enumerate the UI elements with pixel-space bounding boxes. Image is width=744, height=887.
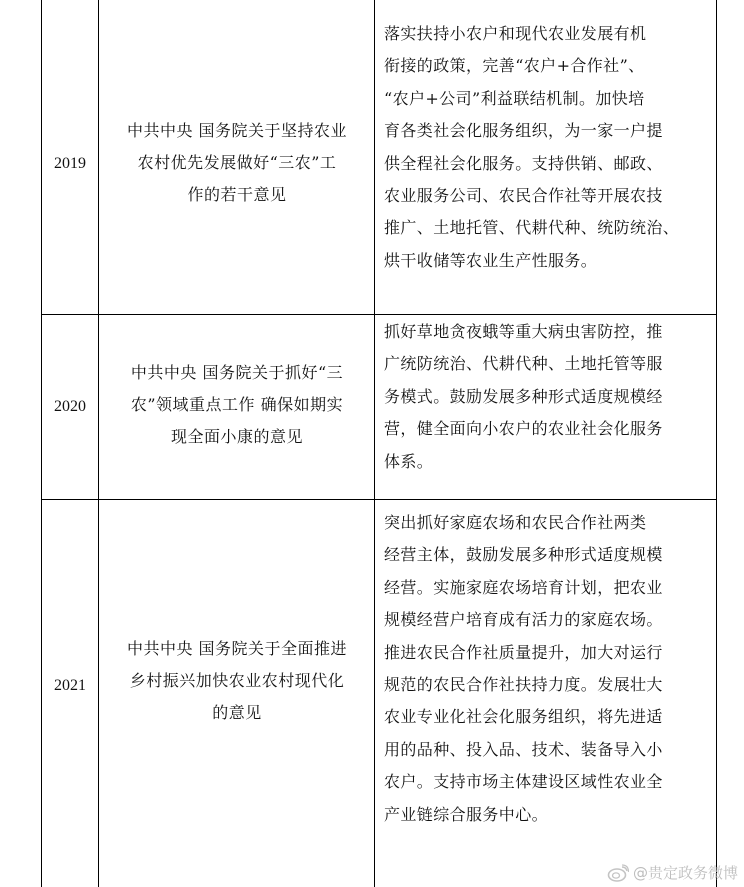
watermark-text: @贵定政务微博 [632,864,738,882]
row-year: 2019 [54,155,86,172]
weibo-icon [607,864,629,882]
table-border-left [41,0,42,887]
row-detail: 突出抓好家庭农场和农民合作社两类 经营主体，鼓励发展多种形式适度规模 经营。实施家庭农场培育计划，把农业 规模经营户培育成有活力的家庭农场。 推进农民合作社质量提升，加大对运行 规范的农民合作社扶持力度。发展壮大 农业专业化社会化服务组织，将先进适 用的品种、投入品、技术、装备导入小 农户。支持市场主体建设区域性农业全 产业链综合服务中心。 [384,513,663,824]
row-policy-title: 中共中央 国务院关于抓好“三 农”领域重点工作 确保如期实 现全面小康的意见 [130,363,344,446]
row-divider-2020-2021 [41,499,717,500]
row-detail: 抓好草地贪夜蛾等重大病虫害防控，推 广统防统治、代耕代种、土地托管等服 务模式。鼓励发展多种形式适度规模经 营，健全面向小农户的农业社会化服务 体系。 [384,322,663,471]
table-border-right [716,0,717,887]
row-divider-2019-2020 [41,314,717,315]
column-divider-policy [374,0,375,887]
watermark [607,862,738,883]
column-divider-year [98,0,99,887]
row-detail: 落实扶持小农户和现代农业发展有机 衔接的政策，完善“农户+合作社”、 “农户+公司”利益联结机制。加快培 育各类社会化服务组织，为一家一户提 供全程社会化服务。支持供销、邮政、 农业服务公司、农民合作社等开展农技 推广、土地托管、代耕代种、统防统治、 烘干收储等农业生产性服务。 [384,24,680,270]
row-year: 2021 [54,677,86,694]
row-policy-title: 中共中央 国务院关于坚持农业 农村优先发展做好“三农”工 作的若干意见 [126,121,348,204]
row-policy-title: 中共中央 国务院关于全面推进 乡村振兴加快农业农村现代化 的意见 [126,639,348,722]
row-year: 2020 [54,398,86,415]
